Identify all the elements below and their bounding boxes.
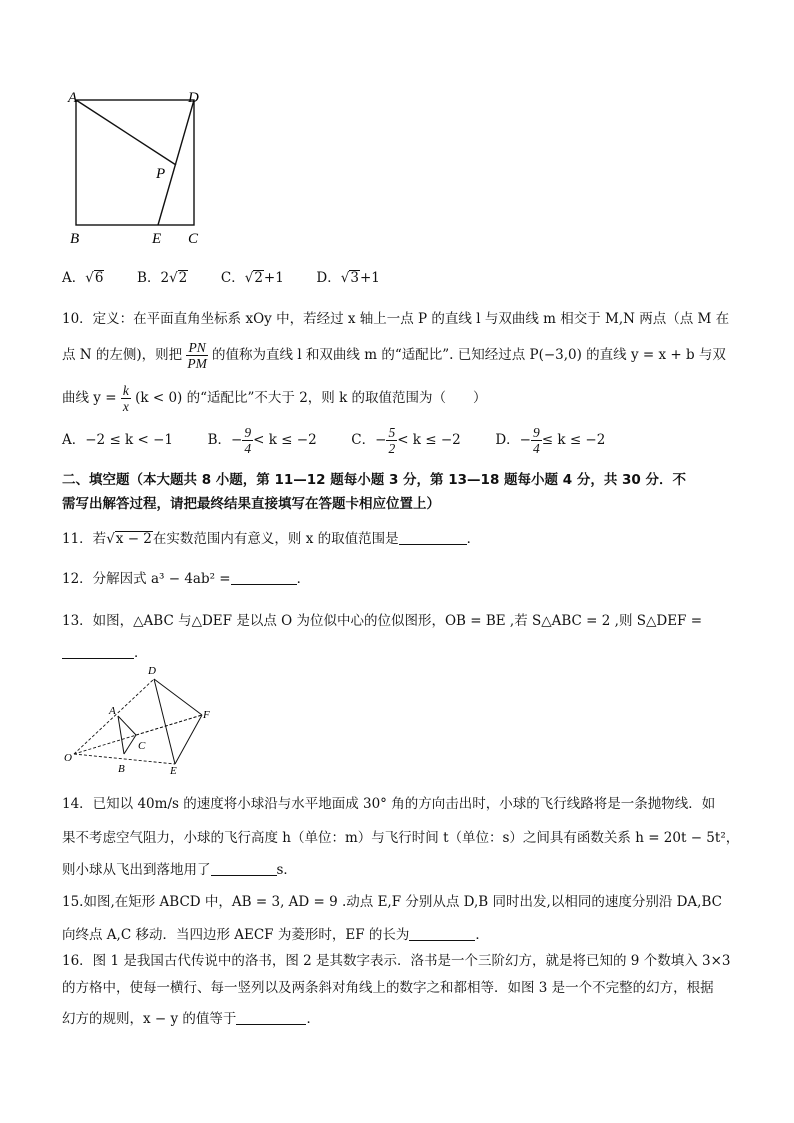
fraction-k-x: $\frac{k}{x}$: [122, 383, 129, 414]
q13-line2: ．: [62, 641, 148, 661]
answer-blank: [236, 1010, 306, 1025]
q16-line2: 的方格中，使每一横行、每一竖列以及两条斜对角线上的数字之和都相等．如图 3 是一个不完整的幻方，根据: [62, 980, 714, 996]
homothety-figure: [60, 660, 220, 780]
q9-options: A．√6 B．2√2 C．√2+1 D．√3+1: [62, 270, 380, 286]
section2-header-line1: 二、填空题（本大题共 8 小题，第 11—12 题每小题 3 分，第 13—18 题每小题 4 分，共 30 分．不: [62, 472, 687, 488]
q12: 12．分解因式 a³ − 4ab² = ．: [62, 571, 311, 587]
q14-line2: 果不考虑空气阻力，小球的飞行高度 h（单位：m）与飞行时间 t（单位：s）之间具有函数关系 h = 20t − 5t²，: [62, 830, 740, 846]
label-O: O: [64, 752, 72, 764]
label-D: D: [148, 665, 156, 677]
q16-line3: 幻方的规则，x − y 的值等于 ．: [62, 1011, 320, 1027]
q10-line2: 点 N 的左侧)，则把 $\frac{PN}{PM}$ 的值称为直线 l 和双曲线 m 的“适配比”. 已知经过点 P(−3,0) 的直线 y = x + b 与双: [62, 340, 726, 371]
label-C: C: [138, 740, 146, 752]
label-B: B: [118, 763, 125, 775]
label-A: A: [68, 90, 78, 106]
label-B: B: [70, 231, 80, 247]
q10-line1: 10．定义：在平面直角坐标系 xOy 中，若经过 x 轴上一点 P 的直线 l 与双曲线 m 相交于 M,N 两点（点 M 在: [62, 311, 730, 327]
label-P: P: [156, 166, 166, 182]
q14-line1: 14．已知以 40m/s 的速度将小球沿与水平地面成 30° 角的方向击出时，小球的飞行线路将是一条抛物线．如: [62, 796, 716, 812]
q11: 11．若√x − 2在实数范围内有意义，则 x 的取值范围是 ．: [62, 531, 481, 547]
label-C: C: [188, 231, 199, 247]
q13-line1: 13．如图，△ABC 与△DEF 是以点 O 为位似中心的位似图形，OB = BE ,若 S△ABC = 2 ,则 S△DEF =: [62, 613, 703, 629]
q10-options: A．−2 ≤ k < −1 B．− $\frac{9}{4}$ < k ≤ −2 C．− $\frac{5}{2}$ < k ≤ −2 D．− $\frac{9}{4}$ ≤ k ≤ −2: [62, 425, 606, 456]
q15-line2: 向终点 A,C 移动．当四边形 AECF 为菱形时，EF 的长为 ．: [62, 927, 489, 943]
fraction-pn-pm: $\frac{PN}{PM}$: [187, 340, 207, 371]
q16-line1: 16．图 1 是我国古代传说中的洛书，图 2 是其数字表示．洛书是一个三阶幻方，就是将已知的 9 个数填入 3×3: [62, 953, 731, 969]
answer-blank: [211, 861, 277, 876]
answer-blank: [409, 926, 475, 941]
label-F: F: [203, 709, 210, 721]
answer-blank: [62, 644, 134, 659]
label-D: D: [188, 90, 199, 106]
answer-blank: [231, 570, 297, 585]
square-figure: [60, 88, 210, 248]
section2-header-line2: 需写出解答过程，请把最终结果直接填写在答题卡相应位置上）: [62, 496, 440, 512]
q10-line3: 曲线 y = $\frac{k}{x}$ (k < 0) 的“适配比”不大于 2，则 k 的取值范围为（ ）: [62, 383, 487, 414]
radicand-6: 6: [94, 270, 104, 286]
q14-line3: 则小球从飞出到落地用了 s．: [62, 862, 297, 878]
answer-blank: [399, 530, 467, 545]
label-A: A: [109, 705, 116, 717]
label-E: E: [170, 765, 177, 777]
label-E: E: [152, 231, 162, 247]
q15-line1: 15.如图,在矩形 ABCD 中，AB = 3, AD = 9 .动点 E,F 分别从点 D,B 同时出发,以相同的速度分别沿 DA,BC: [62, 894, 722, 910]
